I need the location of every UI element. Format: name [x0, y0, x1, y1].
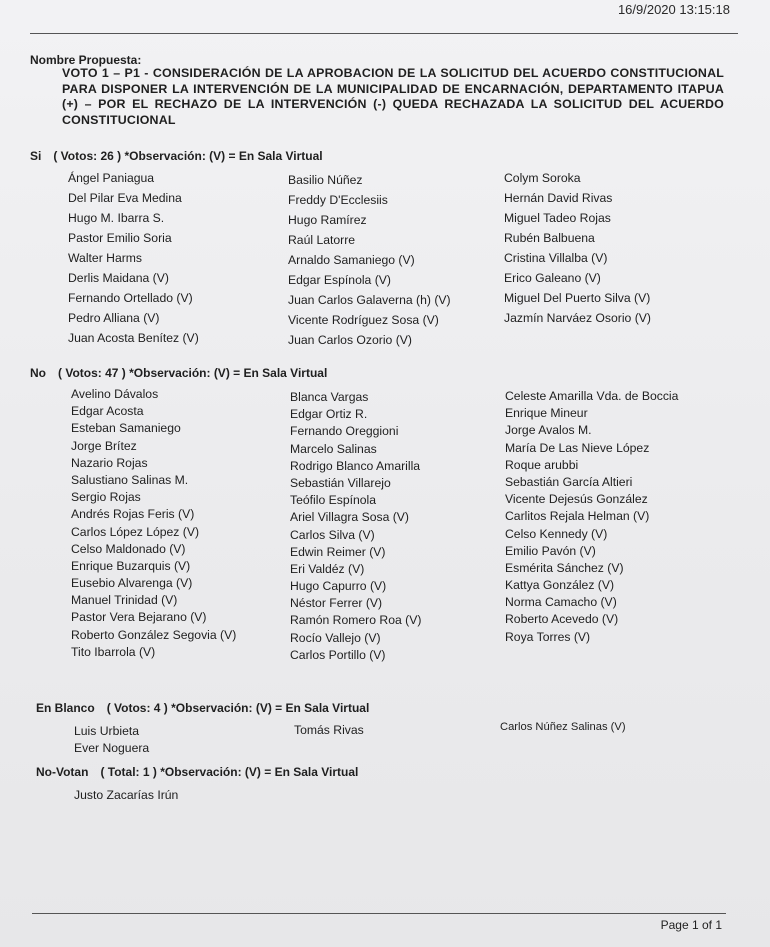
blanco-summary: ( Votos: 4 ) *Observación: (V) = En Sala Virtual: [106, 701, 370, 715]
no-title: No: [30, 366, 46, 380]
legislator-name: María De Las Nieve López: [505, 440, 650, 455]
proposal-label: Nombre Propuesta:: [30, 53, 142, 67]
legislator-name: Miguel Tadeo Rojas: [504, 211, 611, 225]
legislator-name: Hugo M. Ibarra S.: [68, 211, 165, 225]
legislator-name: Ángel Paniagua: [68, 171, 155, 185]
legislator-name: Avelino Dávalos: [71, 387, 159, 401]
si-column-2: [288, 170, 451, 350]
legislator-name: Justo Zacarías Irún: [74, 788, 179, 802]
top-divider: [30, 33, 738, 34]
legislator-name: Edwin Reimer (V): [290, 544, 386, 559]
legislator-name: Derlis Maidana (V): [68, 271, 169, 285]
legislator-name: Blanca Vargas: [290, 390, 369, 404]
no-summary: ( Votos: 47 ) *Observación: (V) = En Sala Virtual: [58, 366, 328, 380]
legislator-name: Pastor Emilio Soria: [68, 231, 172, 245]
legislator-name: Eusebio Alvarenga (V): [71, 576, 193, 591]
novotan-title: No-Votan: [36, 765, 89, 779]
no-column-3: [505, 388, 678, 646]
legislator-name: Tito Ibarrola (V): [71, 644, 156, 659]
legislator-name: Vicente Rodríguez Sosa (V): [288, 313, 439, 327]
legislator-name: Vicente Dejesús González: [505, 492, 648, 507]
legislator-name: Rocío Vallejo (V): [290, 630, 381, 645]
novotan-summary: ( Total: 1 ) *Observación: (V) = En Sala Virtual: [100, 765, 359, 779]
legislator-name: Celso Maldonado (V): [71, 541, 186, 556]
legislator-name: Carlos Portillo (V): [290, 647, 386, 662]
si-summary: ( Votos: 26 ) *Observación: (V) = En Sala Virtual: [53, 149, 323, 163]
legislator-name: Sebastián Villarejo: [290, 475, 391, 490]
legislator-name: Ramón Romero Roa (V): [290, 613, 422, 628]
legislator-name: Fernando Ortellado (V): [68, 291, 193, 305]
legislator-name: Eri Valdéz (V): [290, 561, 365, 576]
si-column-1: [68, 168, 199, 348]
legislator-name: Esmérita Sánchez (V): [505, 560, 624, 575]
legislator-name: Hugo Capurro (V): [290, 579, 387, 594]
legislator-name: Sergio Rojas: [71, 490, 141, 505]
legislator-name: Salustiano Salinas M.: [71, 472, 189, 487]
legislator-name: Arnaldo Samaniego (V): [288, 253, 415, 267]
legislator-name: Carlitos Rejala Helman (V): [505, 509, 650, 524]
no-column-1: [71, 386, 236, 661]
legislator-name: Juan Carlos Ozorio (V): [288, 333, 412, 347]
legislator-name: Esteban Samaniego: [71, 421, 181, 436]
legislator-name: Juan Carlos Galaverna (h) (V): [288, 293, 451, 307]
legislator-name: Ever Noguera: [74, 741, 150, 755]
legislator-name: Celso Kennedy (V): [505, 526, 608, 541]
si-section-header: [30, 149, 323, 163]
si-column-3: [504, 168, 651, 328]
legislator-name: Teófilo Espínola: [290, 493, 377, 508]
legislator-name: Emilio Pavón (V): [505, 543, 596, 558]
legislator-name: Néstor Ferrer (V): [290, 596, 383, 611]
legislator-name: Basilio Núñez: [288, 173, 363, 187]
legislator-name: Manuel Trinidad (V): [71, 593, 178, 608]
legislator-name: Tomás Rivas: [294, 723, 364, 737]
blanco-column-3: [500, 719, 626, 736]
legislator-name: Sebastián García Altieri: [505, 474, 633, 489]
blanco-column-1: [74, 723, 149, 757]
legislator-name: Rubén Balbuena: [504, 231, 595, 245]
legislator-name: Roya Torres (V): [505, 629, 591, 644]
legislator-name: Nazario Rojas: [71, 455, 148, 470]
legislator-name: Cristina Villalba (V): [504, 251, 608, 265]
legislator-name: Enrique Buzarquis (V): [71, 558, 191, 573]
novotan-section-header: [36, 765, 358, 779]
legislator-name: Jorge Avalos M.: [505, 423, 592, 438]
legislator-name: Del Pilar Eva Medina: [68, 191, 182, 205]
legislator-name: Juan Acosta Benítez (V): [68, 331, 199, 345]
legislator-name: Kattya González (V): [505, 578, 615, 593]
legislator-name: Jazmín Narváez Osorio (V): [504, 311, 651, 325]
legislator-name: Miguel Del Puerto Silva (V): [504, 291, 651, 305]
legislator-name: Luis Urbieta: [74, 724, 140, 738]
novotan-column-1: [74, 785, 178, 805]
print-timestamp: 16/9/2020 13:15:18: [617, 2, 730, 17]
legislator-name: Roberto González Segovia (V): [71, 627, 237, 642]
no-column-2: [290, 389, 421, 664]
legislator-name: Ariel Villagra Sosa (V): [290, 510, 409, 525]
legislator-name: Enrique Mineur: [505, 406, 588, 421]
blanco-section-header: [36, 701, 369, 715]
legislator-name: Marcelo Salinas: [290, 441, 377, 456]
legislator-name: Edgar Espínola (V): [288, 273, 391, 287]
legislator-name: Carlos Núñez Salinas (V): [500, 721, 626, 733]
legislator-name: Edgar Ortiz R.: [290, 407, 368, 422]
page-number: Page 1 of 1: [660, 918, 722, 932]
legislator-name: Fernando Oreggioni: [290, 424, 399, 439]
legislator-name: Erico Galeano (V): [504, 271, 601, 285]
legislator-name: Hugo Ramírez: [288, 213, 367, 227]
bottom-divider: [32, 913, 726, 914]
legislator-name: Carlos López López (V): [71, 524, 200, 539]
legislator-name: Pedro Alliana (V): [68, 311, 160, 325]
legislator-name: Celeste Amarilla Vda. de Boccia: [505, 389, 679, 403]
blanco-column-2: [294, 722, 364, 739]
legislator-name: Roberto Acevedo (V): [505, 612, 619, 627]
legislator-name: Pastor Vera Bejarano (V): [71, 610, 207, 625]
legislator-name: Hernán David Rivas: [504, 191, 613, 205]
legislator-name: Freddy D'Ecclesiis: [288, 193, 388, 207]
legislator-name: Roque arubbi: [505, 457, 579, 472]
legislator-name: Norma Camacho (V): [505, 595, 617, 610]
proposal-text: VOTO 1 – P1 - CONSIDERACIÓN DE LA APROBACION DE LA SOLICITUD DEL ACUERDO CONSTITUCIONAL PARA DISPONER LA INTERVENCIÓN DE LA MUNICIPALIDAD DE ENCARNACIÓN, DEPARTAMENTO ITAPUA (+) – POR EL RECHAZO DE LA INTERVENCIÓN (-) QUEDA RECHAZADA LA SOLICITUD DEL ACUERDO CONSTITUCIONAL: [62, 66, 724, 127]
legislator-name: Edgar Acosta: [71, 404, 144, 419]
no-section-header: [30, 366, 327, 380]
legislator-name: Walter Harms: [68, 251, 143, 265]
legislator-name: Colym Soroka: [504, 171, 581, 185]
legislator-name: Carlos Silva (V): [290, 527, 375, 542]
legislator-name: Andrés Rojas Feris (V): [71, 507, 195, 522]
legislator-name: Raúl Latorre: [288, 233, 356, 247]
legislator-name: Rodrigo Blanco Amarilla: [290, 458, 421, 473]
blanco-title: En Blanco: [36, 701, 95, 715]
si-title: Si: [30, 149, 42, 163]
legislator-name: Jorge Brítez: [71, 438, 137, 453]
